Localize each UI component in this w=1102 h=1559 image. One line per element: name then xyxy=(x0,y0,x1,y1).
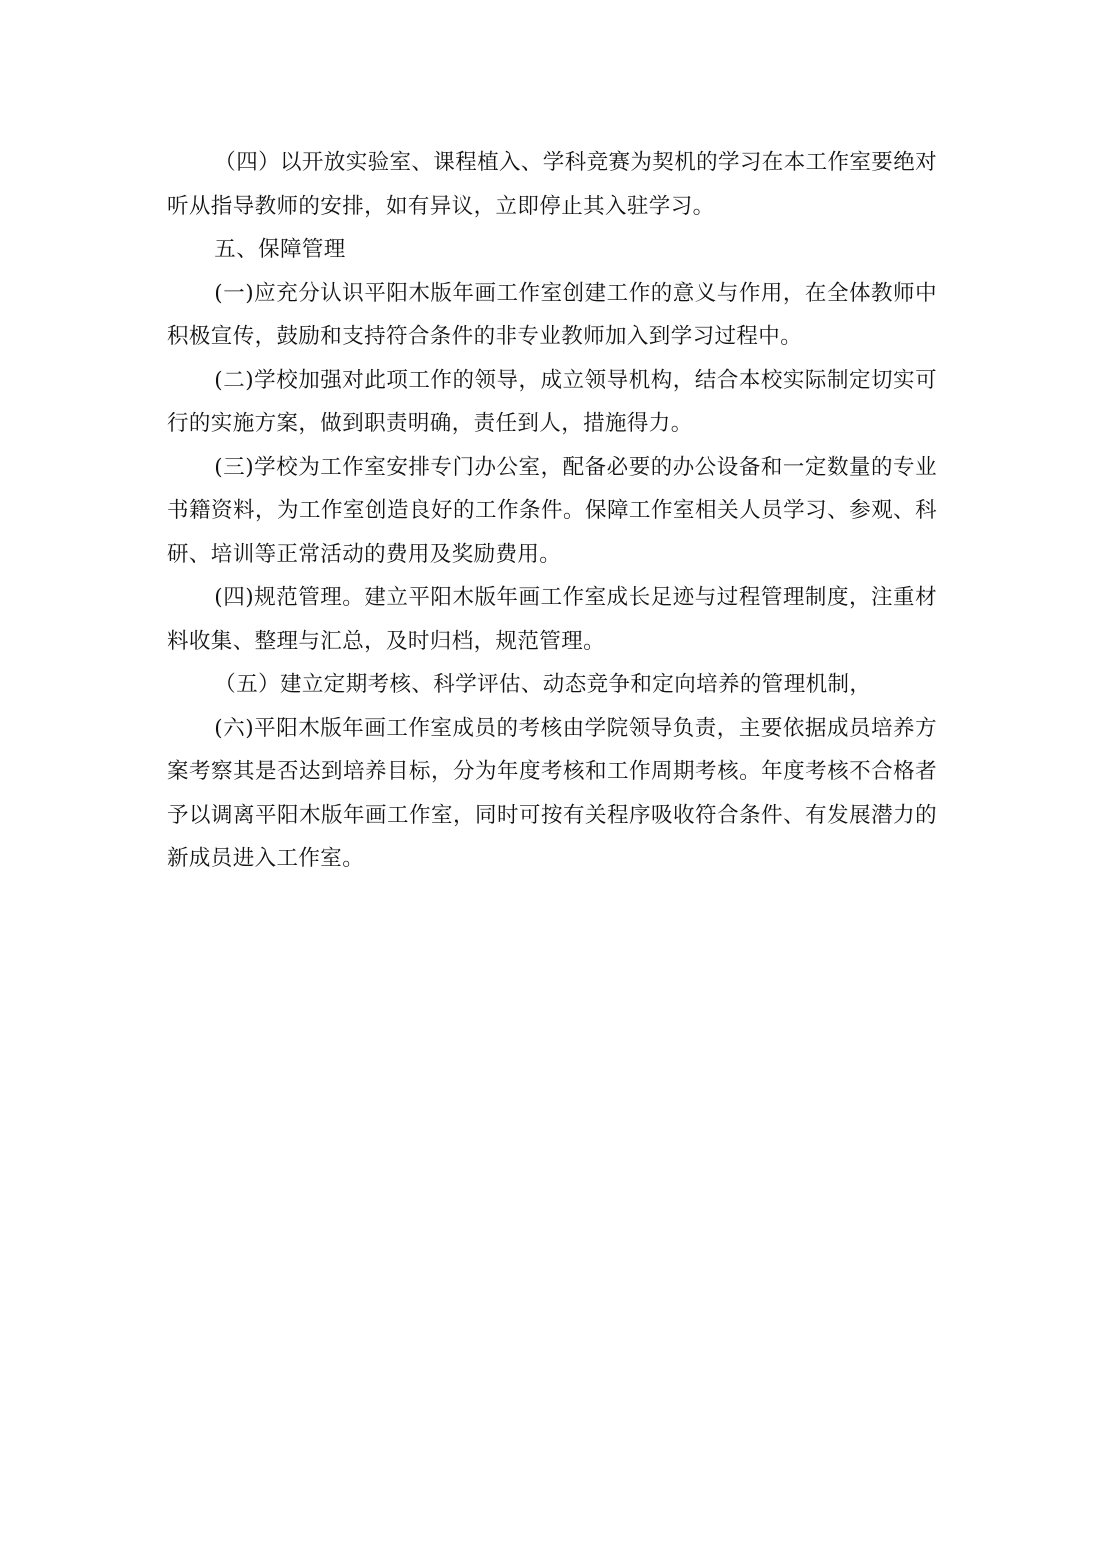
paragraph-guarantee-1: (一)应充分认识平阳木版年画工作室创建工作的意义与作用，在全体教师中积极宣传，鼓励和支持符合条件的非专业教师加入到学习过程中。 xyxy=(167,280,937,349)
paragraph-guarantee-2: (二)学校加强对此项工作的领导，成立领导机构，结合本校实际制定切实可行的实施方案，做到职责明确，责任到人，措施得力。 xyxy=(167,367,937,436)
paragraph-guarantee-5: （五）建立定期考核、科学评估、动态竞争和定向培养的管理机制， xyxy=(214,672,872,697)
paragraph-guarantee-3: (三)学校为工作室安排专门办公室，配备必要的办公设备和一定数量的专业书籍资料，为工作室创造良好的工作条件。保障工作室相关人员学习、参观、科研、培训等正常活动的费用及奖励费用。 xyxy=(167,454,937,567)
paragraph-guarantee-4: (四)规范管理。建立平阳木版年画工作室成长足迹与过程管理制度，注重材料收集、整理与汇总，及时归档，规范管理。 xyxy=(167,585,937,654)
paragraph-4-open-lab-study: （四）以开放实验室、课程植入、学科竞赛为契机的学习在本工作室要绝对听从指导教师的安排，如有异议，立即停止其入驻学习。 xyxy=(167,150,938,219)
paragraph-guarantee-6: (六)平阳木版年画工作室成员的考核由学院领导负责，主要依据成员培养方案考察其是否达到培养目标，分为年度考核和工作周期考核。年度考核不合格者予以调离平阳木版年画工作室，同时可按有关程序吸收符合条件、有发展潜力的新成员进入工作室。 xyxy=(167,715,937,871)
section-heading-guarantee-management: 五、保障管理 xyxy=(214,237,346,262)
document-body xyxy=(167,141,937,881)
